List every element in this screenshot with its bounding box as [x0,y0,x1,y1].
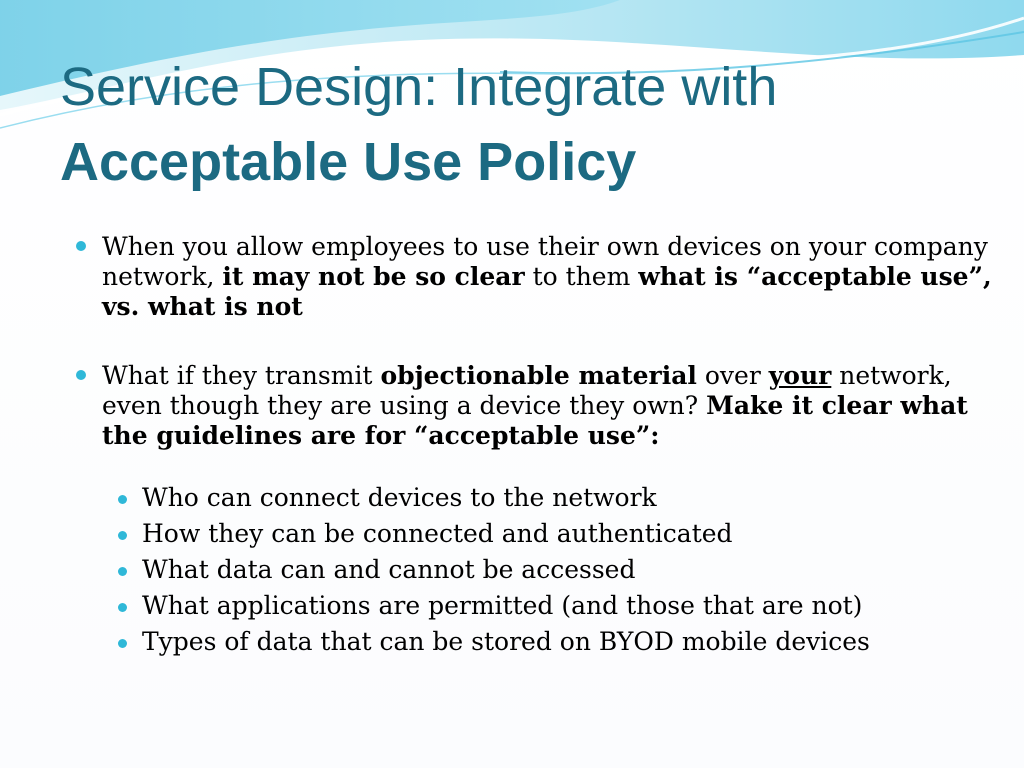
bullet-dot-icon [118,639,127,648]
sub-bullet-item: Types of data that can be stored on BYOD mobile devices [142,624,992,660]
bullet-dot-icon [118,495,127,504]
slide-body [72,232,992,660]
sub-bullet-item: Who can connect devices to the network [142,480,992,516]
bullet-item-2 [72,361,992,451]
sub-bullet-item: How they can be connected and authenticated [142,516,992,552]
bullet-2-text: What if they transmit objectionable material over your network, even though they are using a device they own? Make it clear what the guidelines are for “acceptable use”: [102,361,968,450]
sub-bullet-item: What applications are permitted (and those that are not) [142,588,992,624]
title-line-2: Acceptable Use Policy [60,131,637,192]
bullet-dot-icon [76,370,86,380]
title-line-1: Service Design: Integrate with [60,57,778,117]
bullet-item-1 [72,232,992,322]
bullet-dot-icon [76,241,86,251]
bullet-dot-icon [118,603,127,612]
bullet-dot-icon [118,567,127,576]
bullet-1-text: When you allow employees to use their own devices on your company network, it may not be so clear to them what is “acceptable use”, vs. what is not [102,232,992,321]
slide-title [60,50,1000,199]
bullet-dot-icon [118,531,127,540]
sub-bullet-item: What data can and cannot be accessed [142,552,992,588]
sub-bullet-list [72,480,992,660]
